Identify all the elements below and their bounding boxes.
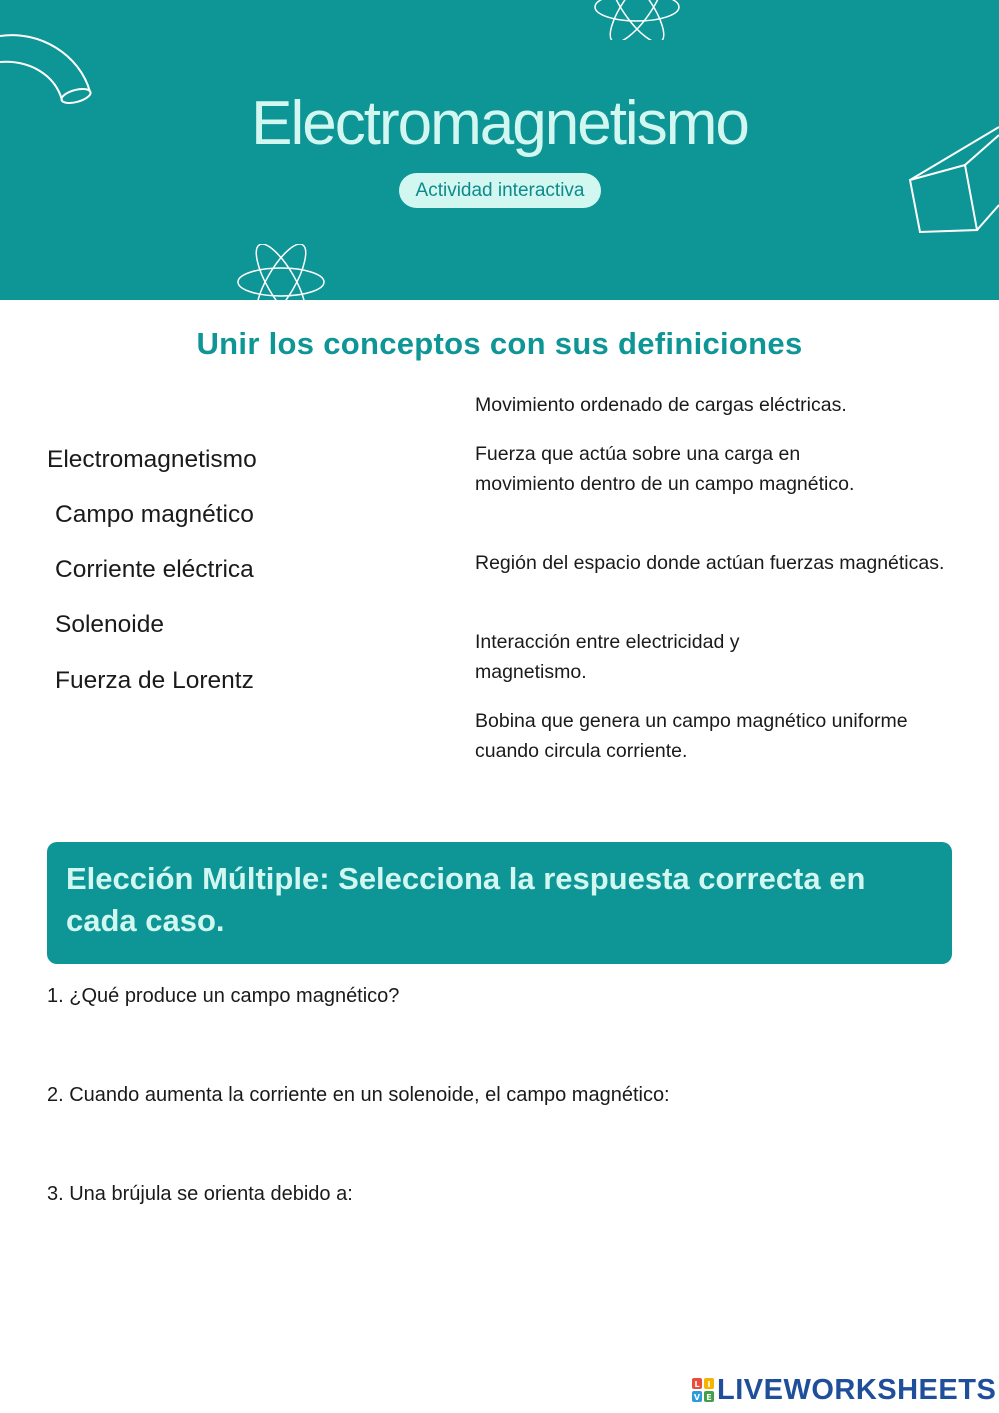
activity-badge: Actividad interactiva (399, 173, 601, 208)
question-item: 3. Una brújula se orienta debido a: (47, 1183, 353, 1205)
question-item: 2. Cuando aumenta la corriente en un solenoide, el campo magnético: (47, 1084, 670, 1106)
definition-item[interactable]: Interacción entre electricidad y magnetismo. (475, 631, 740, 683)
page-title: Electromagnetismo (251, 89, 748, 158)
matching-section-title: Unir los conceptos con sus definiciones (196, 326, 803, 361)
concept-item[interactable]: Solenoide (55, 611, 164, 638)
atom-decoration-icon (590, 0, 685, 40)
definition-item[interactable]: Movimiento ordenado de cargas eléctricas. (475, 394, 847, 416)
logo-letter-l: L (694, 1380, 700, 1389)
question-item: 1. ¿Qué produce un campo magnético? (47, 985, 400, 1007)
definition-item[interactable]: Fuerza que actúa sobre una carga en movimiento dentro de un campo magnético. (475, 443, 855, 495)
definition-item[interactable]: Bobina que genera un campo magnético uniforme cuando circula corriente. (475, 710, 908, 762)
atom-decoration-icon (234, 244, 329, 300)
logo-letter-v: V (693, 1393, 701, 1402)
header-banner (0, 0, 999, 300)
liveworksheets-logo[interactable] (692, 1374, 996, 1406)
definition-item[interactable]: Región del espacio donde actúan fuerzas magnéticas. (475, 552, 945, 574)
liveworksheets-brand-text: LIVEWORKSHEETS (717, 1373, 997, 1406)
concept-item[interactable]: Electromagnetismo (47, 446, 257, 473)
liveworksheets-logo-icon (692, 1378, 714, 1402)
logo-letter-i: I (707, 1380, 711, 1389)
concept-item[interactable]: Campo magnético (55, 501, 254, 528)
concept-item[interactable]: Fuerza de Lorentz (55, 667, 254, 694)
multiple-choice-banner (47, 842, 952, 964)
concept-item[interactable]: Corriente eléctrica (55, 556, 254, 583)
logo-letter-e: E (706, 1393, 712, 1402)
multiple-choice-title: Elección Múltiple: Selecciona la respuesta correcta en cada caso. (66, 861, 866, 938)
